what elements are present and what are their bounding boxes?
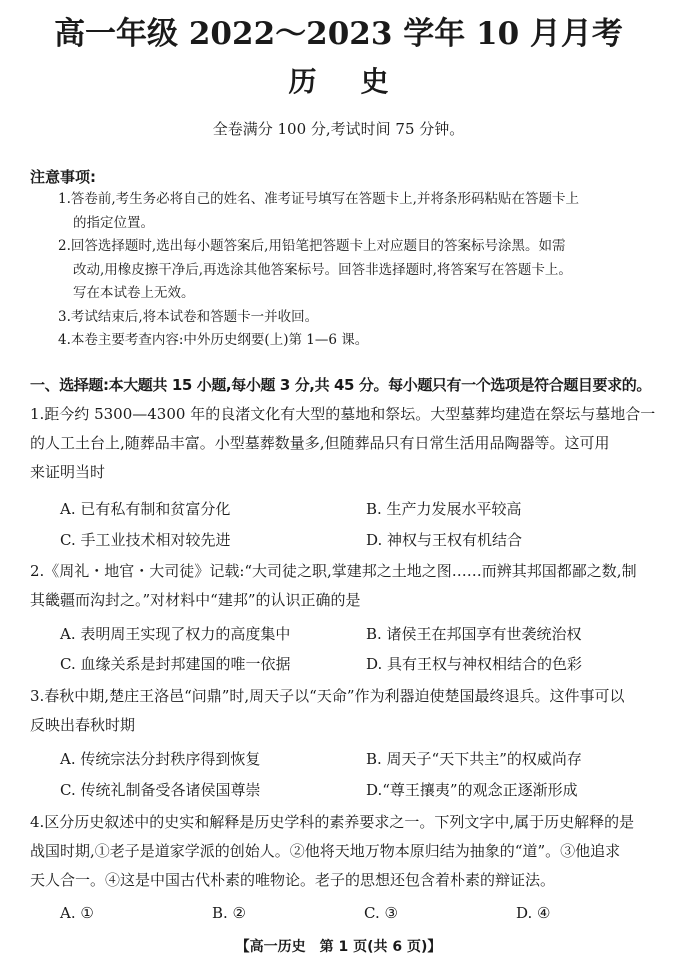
option-b: B. 诸侯王在邦国享有世袭统治权 bbox=[366, 625, 582, 643]
question-line: 天人合一。④这是中国古代朴素的唯物论。老子的思想还包含着朴素的辩证法。 bbox=[30, 871, 556, 889]
question-line: 2.《周礼・地官・大司徒》记载:“大司徒之职,掌建邦之土地之图……而辨其邦国都鄙之数,制 bbox=[30, 562, 637, 580]
subject-title: 历史 bbox=[288, 65, 433, 98]
notice-line: 4.本卷主要考查内容:中外历史纲要(上)第 1—6 课。 bbox=[58, 332, 369, 348]
option-c: C. ③ bbox=[364, 904, 398, 922]
question-line: 3.春秋中期,楚庄王洛邑“问鼎”时,周天子以“天命”作为利器迫使楚国最终退兵。这件事可以 bbox=[30, 687, 625, 705]
notice-line: 1.答卷前,考生务必将自己的姓名、准考证号填写在答题卡上,并将条形码粘贴在答题卡上 bbox=[58, 191, 579, 207]
option-c: C. 血缘关系是封邦建国的唯一依据 bbox=[60, 655, 291, 673]
question-line: 的人工土台上,随葬品丰富。小型墓葬数量多,但随葬品只有日常生活用品陶器等。这可用 bbox=[30, 434, 610, 452]
question-3 bbox=[30, 682, 656, 740]
question-1 bbox=[30, 400, 656, 487]
option-c: C. 手工业技术相对较先进 bbox=[60, 531, 231, 549]
question-line: 4.区分历史叙述中的史实和解释是历史学科的素养要求之一。下列文字中,属于历史解释的是 bbox=[30, 813, 635, 831]
option-c: C. 传统礼制备受各诸侯国尊崇 bbox=[60, 781, 261, 799]
notice-line: 改动,用橡皮擦干净后,再选涂其他答案标号。回答非选择题时,将答案写在答题卡上。 bbox=[73, 261, 572, 278]
option-a: A. ① bbox=[60, 904, 94, 922]
option-a: A. 已有私有制和贫富分化 bbox=[60, 500, 231, 518]
question-line: 1.距今约 5300—4300 年的良渚文化有大型的墓地和祭坛。大型墓葬均建造在祭坛与墓地合一 bbox=[30, 405, 656, 423]
exam-meta: 全卷满分 100 分,考试时间 75 分钟。 bbox=[212, 120, 465, 138]
option-b: B. 生产力发展水平较高 bbox=[366, 500, 522, 518]
section-heading: 一、选择题:本大题共 15 小题,每小题 3 分,共 45 分。每小题只有一个选项是符合题目要求的。 bbox=[30, 376, 651, 394]
question-line: 来证明当时 bbox=[30, 463, 106, 481]
notice-item bbox=[58, 329, 658, 353]
option-d: D.“尊王攘夷”的观念正逐渐形成 bbox=[366, 781, 578, 799]
option-a: A. 传统宗法分封秩序得到恢复 bbox=[60, 750, 261, 768]
option-b: B. ② bbox=[212, 904, 247, 922]
option-d: D. 具有王权与神权相结合的色彩 bbox=[366, 655, 583, 673]
question-line: 战国时期,①老子是道家学派的创始人。②他将天地万物本原归结为抽象的“道”。③他追求 bbox=[30, 842, 621, 860]
notice-list bbox=[58, 188, 658, 353]
question-4 bbox=[30, 808, 656, 895]
option-a: A. 表明周王实现了权力的高度集中 bbox=[60, 625, 291, 643]
exam-title: 高一年级 2022～2023 学年 10 月月考 bbox=[54, 16, 623, 52]
question-2 bbox=[30, 557, 656, 615]
notice-line: 的指定位置。 bbox=[73, 214, 154, 231]
page-footer: 【高一历史 第 1 页(共 6 页)】 bbox=[235, 939, 442, 955]
notice-item bbox=[58, 188, 658, 235]
notice-item bbox=[58, 235, 658, 306]
notice-line: 写在本试卷上无效。 bbox=[73, 285, 195, 301]
question-line: 反映出春秋时期 bbox=[30, 716, 136, 734]
option-d: D. 神权与王权有机结合 bbox=[366, 531, 523, 549]
notice-heading: 注意事项: bbox=[30, 168, 96, 186]
option-d: D. ④ bbox=[516, 904, 551, 922]
notice-line: 2.回答选择题时,选出每小题答案后,用铅笔把答题卡上对应题目的答案标号涂黑。如需 bbox=[58, 238, 566, 254]
question-line: 其畿疆而沟封之。”对材料中“建邦”的认识正确的是 bbox=[30, 591, 361, 609]
notice-item bbox=[58, 306, 658, 330]
notice-line: 3.考试结束后,将本试卷和答题卡一并收回。 bbox=[58, 308, 319, 325]
option-b: B. 周天子“天下共主”的权威尚存 bbox=[366, 750, 582, 768]
